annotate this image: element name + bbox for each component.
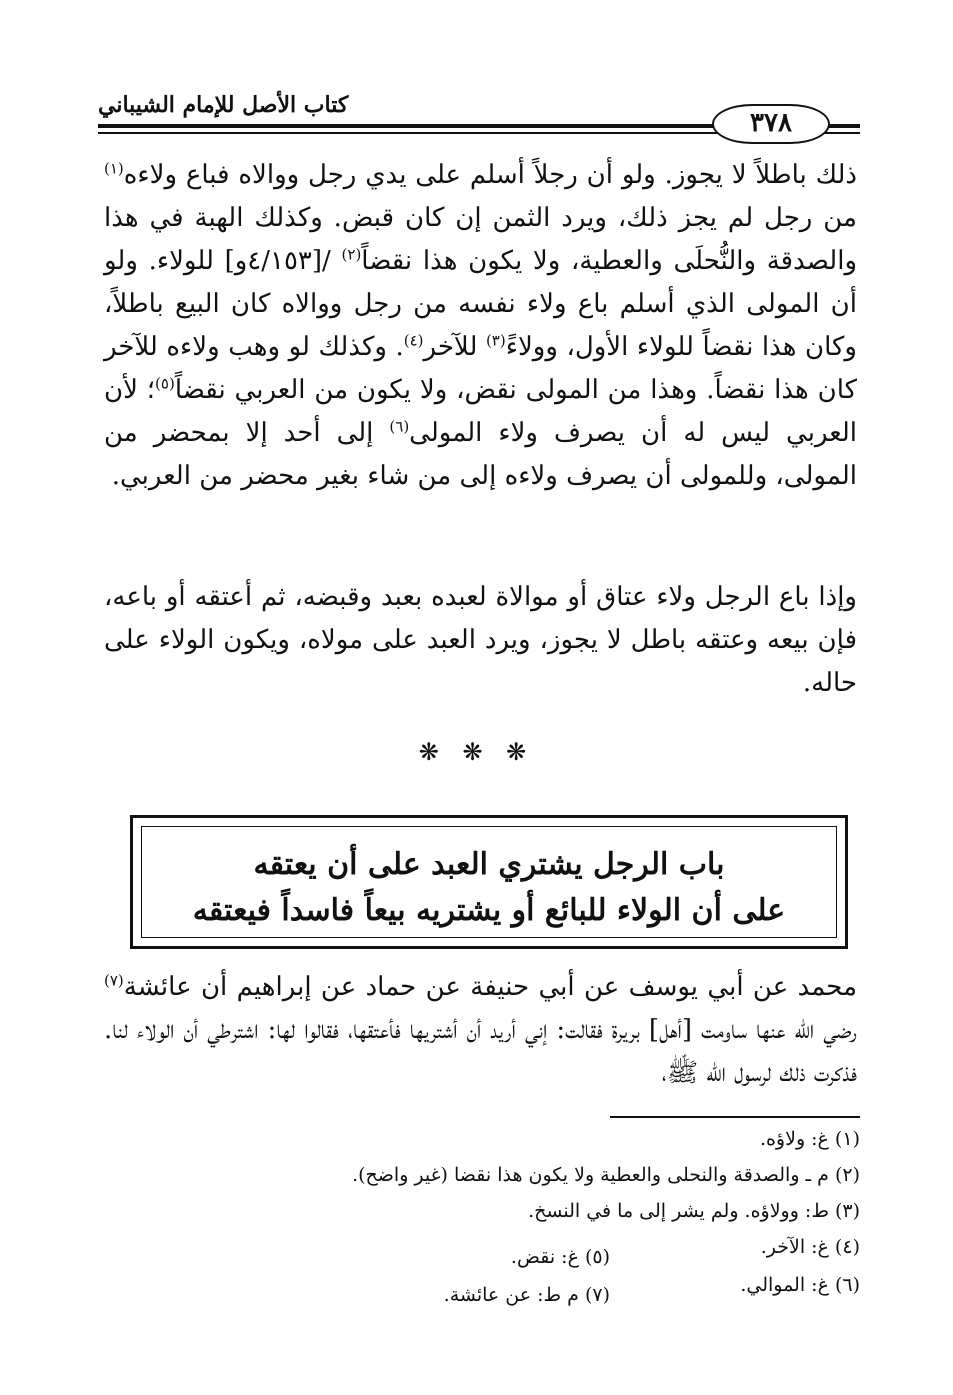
footnote-4: (٤) غ: الآخر. (760, 1236, 860, 1258)
footnote-ref-3[interactable]: (٣) (485, 331, 506, 350)
footnote-7: (٧) م ط: عن عائشة. (443, 1284, 610, 1306)
paragraph-3 (104, 966, 857, 1095)
paragraph-2: وإذا باع الرجل ولاء عتاق أو موالاة لعبده بعبد وقبضه، ثم أعتقه أو باعه، فإن بيعه وعتقه باطل لا يجوز، ويرد العبد على مولاه، ويكون الولاء على حاله. (104, 582, 857, 698)
footnote-ref-5[interactable]: (٥) (155, 374, 175, 393)
text-run: محمد عن أبي يوسف عن أبي حنيفة عن حماد عن إبراهيم أن عائشة (123, 972, 857, 1002)
page-number: ٣٧٨ (712, 104, 830, 144)
text-run: /[٤/١٥٣و] للولاء. ولو أن المولى الذي أسلم باع ولاء نفسه من رجل ووالاه كان البيع باطلاً، وكان هذا نقضاً للولاء الأول، وولاءً (104, 246, 857, 362)
book-title: كتاب الأصل للإمام الشيباني (98, 92, 349, 118)
footnote-6: (٦) غ: الموالي. (740, 1274, 860, 1296)
section-separator: ❋ ❋ ❋ (418, 738, 535, 766)
footnote-ref-7[interactable]: (٧) (104, 971, 124, 990)
text-run: إلى أحد إلا بمحضر من المولى، وللمولى أن يصرف ولاءه إلى من شاء بغير محضر من العربي. (104, 418, 857, 491)
footnote-3: (٣) ط: وولاؤه. ولم يشر إلى ما في النسخ. (528, 1200, 860, 1222)
footnote-1: (١) غ: ولاؤه. (759, 1128, 860, 1150)
footnote-ref-1[interactable]: (١) (104, 159, 124, 178)
chapter-title-box (130, 815, 848, 949)
footnote-ref-4[interactable]: (٤) (403, 331, 424, 350)
page-header (98, 80, 860, 140)
chapter-title-line-1: باب الرجل يشتري العبد على أن يعتقه (253, 847, 725, 882)
chapter-title-line-2: على أن الولاء للبائع أو يشتريه بيعاً فاسداً فيعتقه (192, 893, 786, 928)
text-run: من رجل لم يجز ذلك، ويرد الثمن إن كان قبض. وكذلك الهبة في هذا والصدقة والنُّحلَى والعطية، ولا يكون هذا نقضاً (104, 203, 858, 276)
text-run: ؛ لأن العربي ليس له أن يصرف ولاء المولى (104, 375, 857, 448)
footnote-ref-2[interactable]: (٢) (341, 245, 362, 264)
text-run: ذلك باطلاً لا يجوز. ولو أن رجلاً أسلم على يدي رجل ووالاه فباع ولاءه (123, 160, 857, 190)
paragraph-1 (104, 154, 857, 498)
footnote-separator (610, 1116, 860, 1118)
text-run: . وكذلك لو وهب ولاءه للآخر كان هذا نقضاً. وهذا من المولى نقض، ولا يكون من العربي نقضاً (104, 332, 857, 405)
footnote-5: (٥) غ: نقض. (510, 1246, 610, 1268)
chapter-title-inner-frame (141, 826, 837, 938)
footnote-2: (٢) م ـ والصدقة والنحلى والعطية ولا يكون هذا نقضا (غير واضح). (352, 1164, 860, 1186)
text-run: رضي الله عنها ساومت [أهل] بريرة فقالت: إني أريد أن أشتريها فأعتقها، فقالوا لها: اشترطي أن الولاء لنا. فذكرت ذلك لرسول الله ﷺ، (104, 1015, 857, 1088)
text-run: للآخر (423, 332, 486, 362)
footnote-ref-6[interactable]: (٦) (389, 417, 410, 436)
